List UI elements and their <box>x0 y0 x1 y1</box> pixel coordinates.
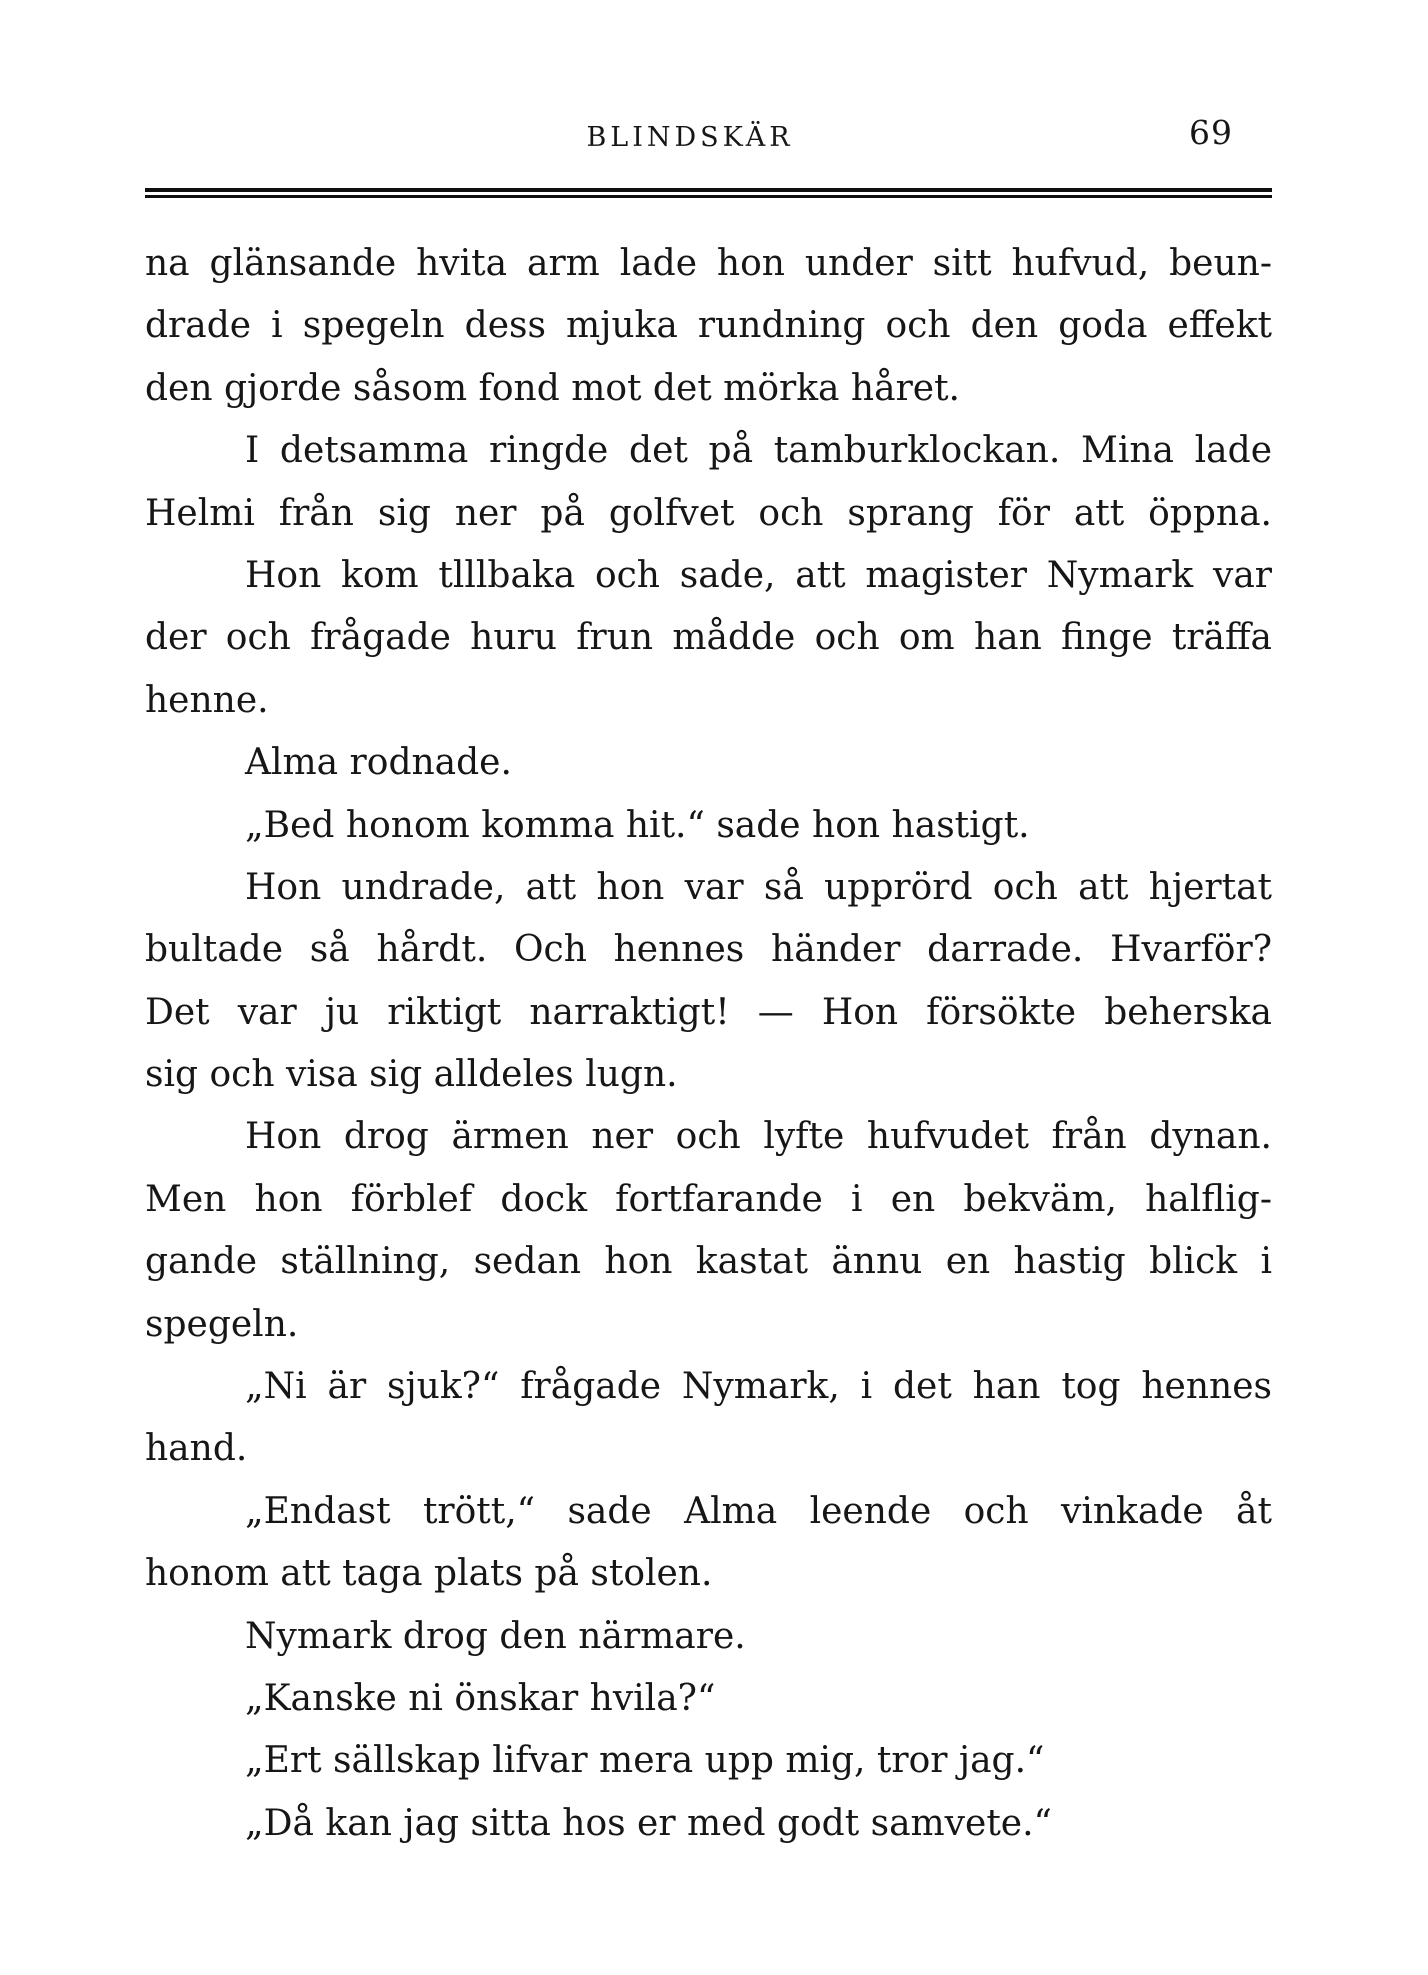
text-line: Hon kom tlllbaka och sade, att magister Nymark var <box>245 554 1272 596</box>
text-line: spegeln. <box>145 1303 299 1345</box>
text-line: na glänsande hvita arm lade hon under sitt hufvud, beun- <box>145 243 1272 284</box>
text-line: Nymark drog den närmare. <box>245 1615 746 1657</box>
text-line: „Bed honom komma hit.“ sade hon hastigt. <box>245 804 1030 846</box>
text-line: „Endast trött,“ sade Alma leende och vinkade åt <box>245 1490 1272 1532</box>
text-line: honom att taga plats på stolen. <box>145 1553 713 1595</box>
text-line: „Ni är sjuk?“ frågade Nymark, i det han tog hennes <box>245 1366 1272 1408</box>
text-line: hand. <box>145 1428 248 1470</box>
text-line: Alma rodnade. <box>245 742 512 784</box>
text-line: „Kanske ni önskar hvila?“ <box>245 1677 716 1719</box>
text-line: Det var ju riktigt narraktigt! — Hon försökte beherska <box>145 991 1272 1033</box>
text-line: drade i spegeln dess mjuka rundning och den goda effekt <box>145 305 1272 347</box>
text-line: gande ställning, sedan hon kastat ännu en hastig blick i <box>145 1241 1272 1283</box>
text-line: „Ert sällskap lifvar mera upp mig, tror jag.“ <box>245 1740 1045 1782</box>
text-block <box>145 233 1272 1855</box>
text-line: bultade så hårdt. Och hennes händer darrade. Hvarför? <box>145 929 1272 971</box>
text-line: der och frågade huru frun mådde och om han finge träffa <box>145 617 1272 659</box>
text-line: Men hon förblef dock fortfarande i en bekväm, halflig- <box>145 1178 1272 1220</box>
text-line: Hon undrade, att hon var så upprörd och att hjertat <box>245 866 1272 908</box>
text-line: I detsamma ringde det på tamburklockan. Mina lade <box>245 430 1272 472</box>
page-number: 69 <box>1189 113 1233 152</box>
running-head-title: BLINDSKÄR <box>586 122 794 153</box>
text-line: „Då kan jag sitta hos er med godt samvete.“ <box>245 1802 1052 1844</box>
header-double-rule <box>145 188 1272 198</box>
text-line: Hon drog ärmen ner och lyfte hufvudet från dynan. <box>245 1116 1272 1158</box>
text-line: den gjorde såsom fond mot det mörka håret. <box>145 367 960 409</box>
text-line: henne. <box>145 679 269 721</box>
text-line: Helmi från sig ner på golfvet och sprang för att öppna. <box>145 492 1272 534</box>
text-line: sig och visa sig alldeles lugn. <box>145 1054 678 1096</box>
